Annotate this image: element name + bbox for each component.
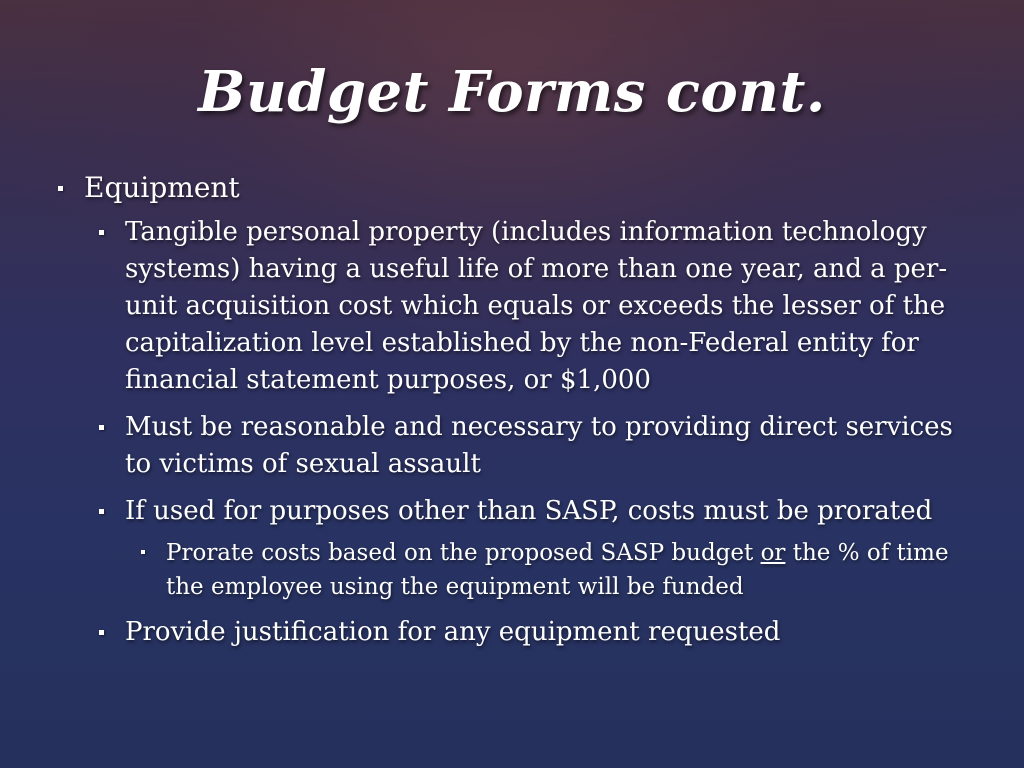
square-bullet-icon [99, 230, 104, 235]
bullet-reasonable [125, 409, 985, 483]
bullet-prorated [125, 493, 985, 530]
bullet-text: Tangible personal property (includes information technology systems) having a useful life of more than one year, and a per-unit acquisition cost which equals or exceeds the lesser of the capitalization level established by the non-Federal entity for financial statement purposes, or $1,000 [125, 217, 948, 395]
bullet-text: Provide justification for any equipment requested [125, 617, 781, 647]
square-bullet-icon [99, 425, 104, 430]
square-bullet-icon [58, 186, 63, 191]
bullet-equipment [84, 170, 984, 206]
bullet-definition [125, 214, 985, 399]
bullet-text: If used for purposes other than SASP, costs must be prorated [125, 496, 933, 526]
bullet-text-after: the % of time the employee using the equipment will be funded [166, 540, 949, 600]
slide-title: Budget Forms cont. [198, 59, 826, 125]
bullet-text: Must be reasonable and necessary to providing direct services to victims of sexual assault [125, 412, 953, 479]
bullet-text-before: Prorate costs based on the proposed SASP budget [166, 540, 761, 566]
square-bullet-icon [99, 630, 104, 635]
square-bullet-icon [99, 509, 104, 514]
square-bullet-icon [141, 550, 145, 554]
bullet-prorate-detail [166, 536, 966, 604]
bullet-text-emphasis: or [760, 540, 786, 566]
bullet-justification [125, 614, 985, 651]
bullet-text: Equipment [84, 171, 240, 204]
slide-content [0, 170, 1024, 651]
